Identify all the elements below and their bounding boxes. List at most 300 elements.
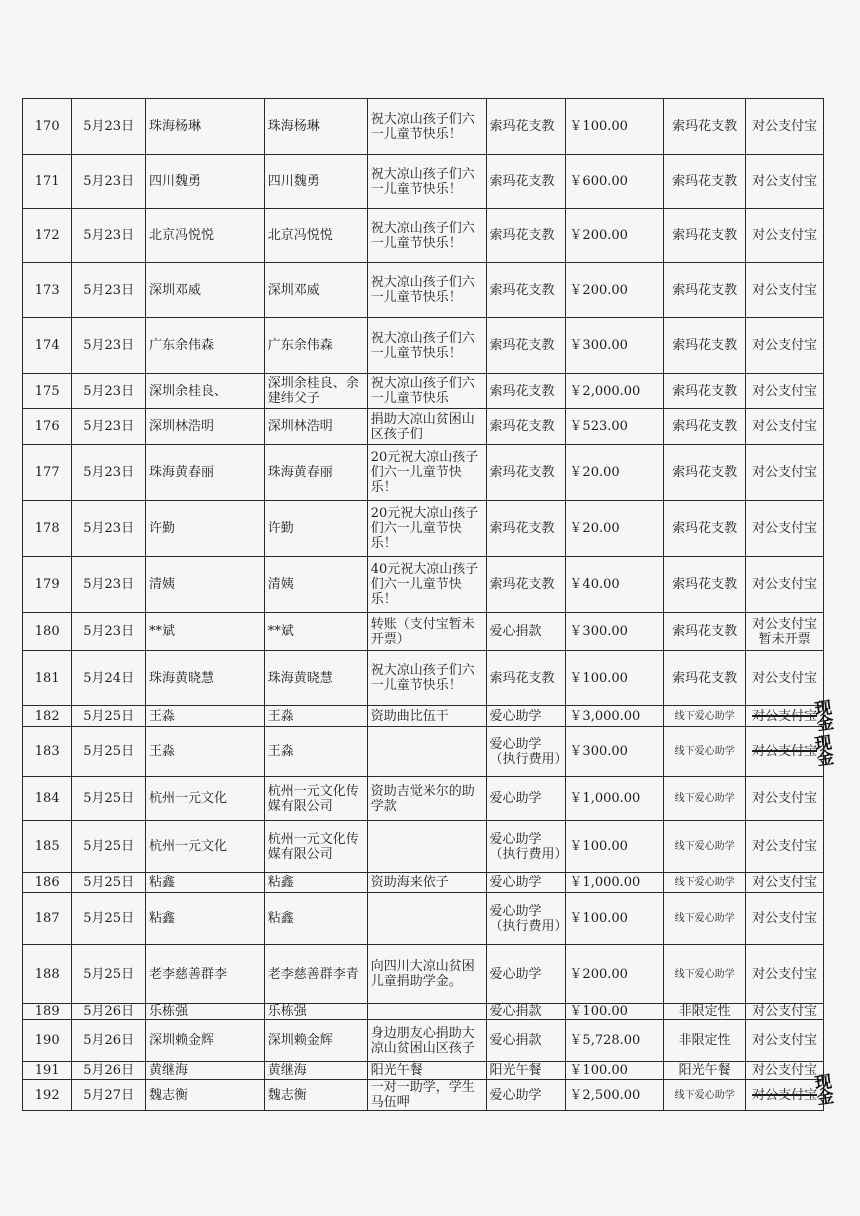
payment-method-text: 对公支付宝 — [752, 966, 818, 982]
donation-category-text: 非限定性 — [678, 1033, 731, 1048]
project-name — [486, 501, 566, 557]
donation-date — [72, 727, 146, 777]
donation-amount — [566, 1062, 664, 1080]
donor-fullname-text: 珠海黄晓慧 — [267, 670, 333, 686]
donation-category — [664, 263, 746, 318]
donation-message — [367, 445, 486, 501]
donation-message-text: 祝大凉山孩子们六一儿童节快乐！ — [370, 166, 475, 197]
payment-method — [746, 613, 824, 651]
payment-method — [746, 893, 824, 945]
donation-date — [72, 318, 146, 374]
donation-number-text: 170 — [34, 119, 60, 134]
donation-message — [367, 263, 486, 318]
donation-category-text: 索玛花支教 — [672, 338, 738, 353]
donation-message-text: 一对一助学，学生马伍呷 — [370, 1080, 475, 1110]
donation-number — [23, 318, 72, 374]
project-name — [486, 155, 566, 209]
donation-number — [23, 873, 72, 893]
donor-fullname — [264, 155, 367, 209]
payment-method-text: 对公支付宝 — [752, 282, 818, 298]
donor-fullname — [264, 777, 367, 821]
donation-category-text: 线下爱心助学 — [674, 877, 735, 888]
donation-amount — [566, 777, 664, 821]
donation-message — [367, 501, 486, 557]
payment-method-text: 对公支付宝 — [752, 174, 818, 189]
donor-name-text: 杭州一元文化 — [148, 791, 227, 806]
donation-message-text: 捐助大凉山贫困山区孩子们 — [370, 411, 475, 442]
donation-amount — [566, 873, 664, 893]
donor-fullname-text: 深圳余桂良、余建纬父子 — [267, 376, 359, 406]
project-name — [486, 613, 566, 651]
payment-method — [746, 1071, 836, 1111]
donation-number-text: 187 — [34, 911, 60, 926]
donation-date — [72, 893, 146, 945]
payment-method — [746, 263, 824, 318]
donor-name-text: 深圳赖金辉 — [148, 1033, 214, 1048]
donation-message — [367, 945, 486, 1004]
donation-number — [23, 613, 72, 651]
donation-amount — [566, 727, 664, 777]
donor-fullname-text: 北京冯悦悦 — [267, 228, 333, 243]
donor-fullname-text: 珠海杨琳 — [267, 119, 320, 134]
project-name-text: 索玛花支教 — [489, 465, 555, 480]
payment-method — [746, 1004, 824, 1020]
donation-number — [23, 557, 72, 613]
donation-date — [72, 263, 146, 318]
handwritten-mark: 现金 — [813, 697, 836, 736]
payment-method — [746, 445, 824, 501]
table-row — [23, 501, 824, 557]
donation-message — [367, 893, 486, 945]
donation-category — [664, 557, 746, 613]
donation-number — [23, 893, 72, 945]
donor-fullname-text: 杭州一元文化传媒有限公司 — [267, 783, 359, 814]
donation-number-text: 179 — [34, 577, 60, 592]
donor-fullname — [264, 1080, 367, 1111]
payment-method — [746, 1020, 824, 1062]
donor-fullname-text: 清姨 — [267, 577, 294, 592]
payment-method-text: 对公支付宝 — [752, 1063, 818, 1078]
donation-date — [72, 821, 146, 873]
project-name-text: 索玛花支教 — [489, 383, 555, 399]
project-name-text: 索玛花支教 — [489, 119, 555, 134]
donor-fullname-text: 广东余伟森 — [267, 338, 333, 353]
project-name-text: 爱心助学 — [489, 791, 542, 806]
donor-name-text: 北京冯悦悦 — [148, 228, 214, 243]
donor-name — [145, 318, 264, 374]
donation-category — [664, 945, 746, 1004]
donation-date — [72, 445, 146, 501]
donation-date-text: 5月25日 — [83, 911, 135, 926]
payment-method-text: 对公支付宝 — [752, 1004, 818, 1019]
donation-number-text: 174 — [34, 338, 60, 353]
donation-amount — [566, 155, 664, 209]
donation-category-text: 线下爱心助学 — [674, 841, 735, 852]
donation-category-text: 索玛花支教 — [672, 419, 738, 434]
donor-fullname-text: 老李慈善群李青 — [267, 966, 359, 982]
donation-date-text: 5月23日 — [83, 174, 135, 189]
donation-date-text: 5月24日 — [83, 670, 135, 686]
donor-name-text: 乐栋强 — [148, 1004, 188, 1019]
donation-message — [367, 651, 486, 706]
donation-amount-text: ￥100.00 — [569, 119, 628, 134]
donor-name-text: 粘鑫 — [148, 875, 175, 890]
donation-number-text: 189 — [34, 1004, 60, 1019]
payment-method — [746, 374, 824, 409]
donation-category — [664, 209, 746, 263]
donation-number-text: 172 — [34, 228, 60, 243]
table-row — [23, 374, 824, 409]
donor-fullname — [264, 945, 367, 1004]
donation-date-text: 5月23日 — [83, 577, 135, 592]
donation-amount — [566, 1004, 664, 1020]
donation-category-text: 索玛花支教 — [672, 282, 738, 298]
donation-amount-text: ￥600.00 — [569, 174, 628, 189]
donation-category — [664, 155, 746, 209]
payment-method — [746, 821, 824, 873]
donation-number — [23, 777, 72, 821]
donation-number-text: 184 — [34, 791, 60, 806]
donation-message-text: 祝大凉山孩子们六一儿童节快乐！ — [370, 663, 475, 693]
donation-amount-text: ￥200.00 — [569, 966, 628, 982]
donation-amount-text: ￥300.00 — [569, 338, 628, 353]
donor-name — [145, 613, 264, 651]
donation-number-text: 192 — [34, 1087, 60, 1103]
donation-number — [23, 209, 72, 263]
donation-amount-text: ￥2,000.00 — [569, 383, 641, 399]
donation-number-text: 178 — [34, 521, 60, 536]
donation-category — [664, 1004, 746, 1020]
payment-method — [746, 651, 824, 706]
donor-fullname — [264, 445, 367, 501]
donation-amount — [566, 893, 664, 945]
donation-date-text: 5月25日 — [83, 744, 135, 759]
project-name — [486, 777, 566, 821]
donor-name — [145, 1020, 264, 1062]
donor-fullname-text: 王淼 — [267, 744, 294, 759]
donation-number — [23, 1020, 72, 1062]
payment-method-text: 对公支付宝 — [752, 419, 818, 434]
donation-category — [664, 1020, 746, 1062]
donation-number — [23, 99, 72, 155]
donor-fullname — [264, 873, 367, 893]
donor-fullname — [264, 99, 367, 155]
donor-name — [145, 209, 264, 263]
table-row — [23, 651, 824, 706]
donor-name — [145, 777, 264, 821]
donation-date — [72, 501, 146, 557]
donor-fullname — [264, 409, 367, 445]
donation-message — [367, 821, 486, 873]
donation-message — [367, 777, 486, 821]
donation-ledger-table — [22, 98, 836, 1111]
donation-category — [664, 99, 746, 155]
project-name-text: 爱心捐款 — [489, 624, 542, 639]
donation-message — [367, 209, 486, 263]
donor-fullname — [264, 706, 367, 727]
donation-message — [367, 557, 486, 613]
table-row — [23, 873, 824, 893]
donation-amount-text: ￥1,000.00 — [569, 791, 641, 806]
payment-method — [746, 777, 824, 821]
donation-date — [72, 1020, 146, 1062]
donation-amount-text: ￥2,500.00 — [569, 1087, 641, 1103]
donor-name-text: 深圳邓威 — [148, 282, 201, 298]
donation-amount — [566, 501, 664, 557]
table-row — [23, 821, 824, 873]
donation-category — [664, 893, 746, 945]
donation-amount-text: ￥5,728.00 — [569, 1033, 641, 1048]
donation-category-text: 索玛花支教 — [672, 521, 738, 536]
donation-message-text: 40元祝大凉山孩子们六一儿童节快乐！ — [370, 562, 479, 607]
donation-amount-text: ￥200.00 — [569, 228, 628, 243]
donation-message — [367, 1062, 486, 1080]
donation-category — [664, 727, 746, 777]
donation-message-text: 祝大凉山孩子们六一儿童节快乐！ — [370, 275, 475, 305]
donation-amount-text: ￥100.00 — [569, 839, 628, 854]
donor-fullname — [264, 209, 367, 263]
payment-method-text: 对公支付宝 — [752, 119, 818, 134]
donation-amount — [566, 445, 664, 501]
donor-name — [145, 155, 264, 209]
payment-method-text: 对公支付宝 — [752, 708, 818, 724]
project-name — [486, 1062, 566, 1080]
donation-message — [367, 1080, 486, 1111]
donor-fullname-text: 黄继海 — [267, 1063, 307, 1078]
donor-fullname — [264, 318, 367, 374]
donation-date-text: 5月25日 — [83, 875, 135, 890]
payment-method — [746, 873, 824, 893]
donation-category-text: 线下爱心助学 — [674, 913, 735, 924]
donor-name-text: 王淼 — [148, 708, 175, 724]
donation-date — [72, 99, 146, 155]
project-name — [486, 409, 566, 445]
donation-amount — [566, 613, 664, 651]
project-name-text: 索玛花支教 — [489, 521, 555, 536]
donation-amount — [566, 374, 664, 409]
project-name — [486, 99, 566, 155]
donation-number-text: 188 — [34, 966, 60, 982]
donation-number — [23, 409, 72, 445]
donation-date-text: 5月23日 — [83, 282, 135, 298]
donation-message — [367, 374, 486, 409]
donor-fullname-text: 粘鑫 — [267, 911, 294, 926]
donation-amount-text: ￥100.00 — [569, 911, 628, 926]
project-name-text: 爱心助学（执行费用） — [489, 736, 568, 767]
project-name-text: 爱心助学（执行费用） — [489, 831, 568, 862]
table-row — [23, 318, 824, 374]
donation-category — [664, 873, 746, 893]
donation-amount — [566, 409, 664, 445]
donation-amount — [566, 263, 664, 318]
donor-fullname-text: 四川魏勇 — [267, 174, 320, 189]
donation-number-text: 175 — [34, 383, 60, 399]
donation-amount-text: ￥100.00 — [569, 670, 628, 686]
donor-name — [145, 501, 264, 557]
donation-number-text: 186 — [34, 875, 60, 890]
donation-category-text: 索玛花支教 — [672, 383, 738, 399]
donation-number-text: 182 — [34, 708, 60, 724]
donation-date — [72, 155, 146, 209]
donation-number-text: 190 — [34, 1033, 60, 1048]
donation-message-text: 祝大凉山孩子们六一儿童节快乐！ — [370, 220, 475, 251]
payment-method-text: 对公支付宝 — [752, 875, 818, 890]
donation-date — [72, 1062, 146, 1080]
donation-amount — [566, 99, 664, 155]
donation-category-text: 索玛花支教 — [672, 119, 738, 134]
donation-message-text: 转账（支付宝暂未开票） — [370, 616, 475, 647]
donation-category-text: 线下爱心助学 — [674, 746, 735, 757]
donation-amount-text: ￥300.00 — [569, 744, 628, 759]
donation-number-text: 180 — [34, 624, 60, 639]
payment-method — [746, 409, 824, 445]
handwritten-mark: 现金 — [813, 732, 836, 771]
donor-fullname — [264, 501, 367, 557]
table-row — [23, 706, 824, 727]
donation-category — [664, 501, 746, 557]
donation-number — [23, 945, 72, 1004]
project-name — [486, 873, 566, 893]
payment-method-text: 对公支付宝 — [752, 911, 818, 926]
donor-fullname — [264, 727, 367, 777]
donation-amount-text: ￥200.00 — [569, 282, 628, 298]
donation-message — [367, 1004, 486, 1020]
donation-amount — [566, 945, 664, 1004]
payment-method-text: 对公支付宝 — [752, 744, 818, 759]
donation-category-text: 阳光午餐 — [678, 1063, 731, 1078]
donation-amount-text: ￥20.00 — [569, 521, 620, 536]
donation-date-text: 5月27日 — [83, 1087, 135, 1103]
table-row — [23, 445, 824, 501]
payment-method-text: 对公支付宝 — [752, 839, 818, 854]
donor-fullname-text: **斌 — [267, 624, 294, 639]
payment-method — [746, 727, 836, 777]
project-name — [486, 945, 566, 1004]
donation-date-text: 5月23日 — [83, 521, 135, 536]
donation-message — [367, 706, 486, 727]
donor-fullname-text: 深圳林浩明 — [267, 419, 333, 434]
donation-message-text: 阳光午餐 — [370, 1063, 423, 1078]
donation-category-text: 索玛花支教 — [672, 670, 738, 686]
donation-date-text: 5月25日 — [83, 791, 135, 806]
payment-method — [746, 155, 824, 209]
donation-amount-text: ￥3,000.00 — [569, 708, 641, 724]
donation-message-text: 身边朋友心捐助大凉山贫困山区孩子 — [370, 1025, 475, 1056]
donation-number — [23, 727, 72, 777]
donation-amount — [566, 821, 664, 873]
project-name — [486, 1080, 566, 1111]
donor-name-text: 魏志衡 — [148, 1087, 188, 1103]
donation-message — [367, 155, 486, 209]
donation-date-text: 5月23日 — [83, 383, 135, 399]
donation-amount-text: ￥20.00 — [569, 465, 620, 480]
donation-date — [72, 557, 146, 613]
project-name-text: 爱心助学 — [489, 875, 542, 890]
donation-date — [72, 777, 146, 821]
donor-name — [145, 873, 264, 893]
project-name — [486, 651, 566, 706]
donation-message-text: 向四川大凉山贫困儿童捐助学金。 — [370, 959, 475, 989]
donor-fullname — [264, 651, 367, 706]
donor-name — [145, 1062, 264, 1080]
donation-date — [72, 1004, 146, 1020]
donation-category — [664, 374, 746, 409]
donation-amount-text: ￥1,000.00 — [569, 875, 641, 890]
table-row — [23, 1080, 824, 1111]
donation-category-text: 线下爱心助学 — [674, 710, 735, 722]
donor-fullname-text: 深圳邓威 — [267, 282, 320, 298]
donation-number — [23, 263, 72, 318]
payment-method-text: 对公支付宝暂未开票 — [752, 616, 818, 647]
table-row — [23, 263, 824, 318]
donation-category — [664, 1080, 746, 1111]
donation-date-text: 5月23日 — [83, 624, 135, 639]
donation-category — [664, 821, 746, 873]
project-name — [486, 557, 566, 613]
project-name-text: 索玛花支教 — [489, 282, 555, 298]
donation-category — [664, 1062, 746, 1080]
donation-date-text: 5月26日 — [83, 1033, 135, 1048]
donor-name-text: 深圳林浩明 — [148, 419, 214, 434]
project-name-text: 爱心助学（执行费用） — [489, 903, 568, 934]
donation-number-text: 181 — [34, 670, 60, 686]
donation-number — [23, 1062, 72, 1080]
donation-amount-text: ￥40.00 — [569, 577, 620, 592]
donor-name — [145, 445, 264, 501]
donor-name-text: **斌 — [148, 624, 175, 639]
donor-fullname — [264, 557, 367, 613]
donor-name-text: 杭州一元文化 — [148, 839, 227, 854]
payment-method — [746, 697, 836, 736]
donation-date-text: 5月26日 — [83, 1004, 135, 1019]
donation-date-text: 5月23日 — [83, 419, 135, 434]
payment-method — [746, 318, 824, 374]
donation-date — [72, 613, 146, 651]
donor-fullname — [264, 374, 367, 409]
project-name-text: 索玛花支教 — [489, 338, 555, 353]
donor-name-text: 珠海杨琳 — [148, 119, 201, 134]
donation-category-text: 线下爱心助学 — [674, 968, 735, 980]
donation-category-text: 索玛花支教 — [672, 577, 738, 592]
donation-number — [23, 821, 72, 873]
donation-date — [72, 945, 146, 1004]
donation-category — [664, 318, 746, 374]
donation-amount — [566, 1080, 664, 1111]
donation-amount — [566, 557, 664, 613]
donation-amount — [566, 1020, 664, 1062]
payment-method-text: 对公支付宝 — [752, 465, 818, 480]
payment-method — [746, 1062, 824, 1080]
donation-message-text: 祝大凉山孩子们六一儿童节快乐！ — [370, 111, 475, 142]
payment-method-text: 对公支付宝 — [752, 670, 818, 686]
donation-message-text: 20元祝大凉山孩子们六一儿童节快乐！ — [370, 506, 479, 551]
table-row — [23, 155, 824, 209]
donation-date — [72, 209, 146, 263]
donation-category — [664, 706, 746, 727]
donor-name — [145, 99, 264, 155]
donation-amount — [566, 706, 664, 727]
table-row — [23, 1062, 824, 1080]
donor-name-text: 深圳余桂良、 — [148, 383, 227, 399]
donation-category-text: 索玛花支教 — [672, 624, 738, 639]
donor-name-text: 老李慈善群李 — [148, 966, 227, 982]
project-name — [486, 706, 566, 727]
donor-name — [145, 374, 264, 409]
donor-name — [145, 409, 264, 445]
table-row — [23, 209, 824, 263]
payment-method-text: 对公支付宝 — [752, 338, 818, 353]
donor-name — [145, 706, 264, 727]
